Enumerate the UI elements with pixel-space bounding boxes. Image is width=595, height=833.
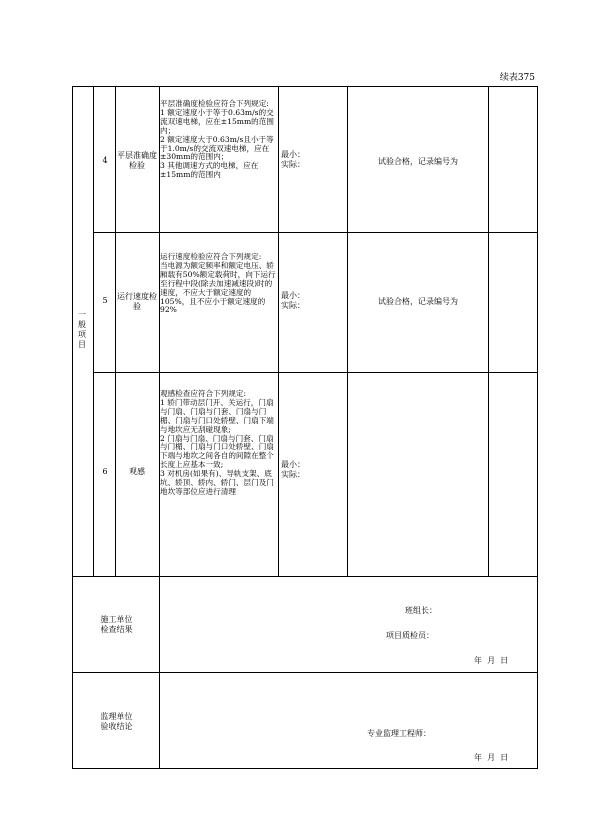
requirement-text: 观感检查应符合下列规定: 1 轿门带动层门开、关运行，门扇与门扇、门扇与门套、门扇与门楣、门扇与门口处轿壁、门扇下端与地坎应无刮碰现象; 2 门扇与门扇、门扇与门套、门扇与门楣、门扇与门口处轿壁、门扇下端与地坎之间各自的间隙在整个长度上应基本一致; 3 对机房(如果有)、导轨支架、底坑、轿顶、轿内、轿门、层门及门地坎等部位应进行清理 — [160, 389, 274, 496]
item-name: 平层准确度检验 — [117, 151, 157, 170]
requirement-text: 运行速度检验应符合下列规定: 当电源为额定频率和额定电压、轿厢载有50%额定载荷时，向下运行至行程中段(除去加速减速段)时的速度，不应大于额定速度的105%，且不应小于额定速度的92% — [160, 252, 276, 315]
inspection-table — [72, 86, 538, 769]
construction-label: 施工单位 检查结果 — [100, 615, 133, 634]
row-divider — [93, 232, 538, 233]
supervision-date: 年 月 日 — [474, 753, 509, 762]
supervising-engineer-label: 专业监理工程师： — [367, 729, 431, 738]
row-number: 5 — [102, 296, 108, 305]
quality-inspector-label: 项目质检员： — [386, 631, 434, 640]
col-divider — [93, 86, 94, 576]
col-divider — [488, 86, 489, 576]
item-name: 观感 — [129, 467, 145, 476]
row-divider — [72, 576, 538, 577]
row-divider — [72, 672, 538, 673]
row-divider — [93, 372, 538, 373]
row-number: 4 — [102, 156, 108, 165]
supervision-label: 监理单位 验收结论 — [100, 712, 133, 731]
requirement-text: 平层准确度检验应符合下列规定: 1 额定速度小于等于0.63m/s的交流双速电梯，应在±15mm的范围内； 2 额定速度大于0.63m/s且小于等于1.0m/s的交流双速电梯，应在±30mm的范围内； 3 其他调速方式的电梯，应在±15mm的范围内 — [160, 99, 274, 180]
construction-date: 年 月 日 — [474, 656, 509, 665]
row-number: 6 — [102, 467, 108, 476]
measure-label: 最小： 实际： — [281, 291, 305, 310]
col-divider — [278, 86, 279, 576]
item-name: 运行速度检验 — [117, 292, 157, 311]
result-text: 试验合格，记录编号为 — [378, 297, 458, 306]
result-text: 试验合格，记录编号为 — [378, 157, 458, 166]
category-label: 一般项目 — [78, 310, 86, 349]
continuation-label: 续表375 — [499, 73, 535, 83]
measure-label: 最小： 实际： — [281, 460, 305, 479]
measure-label: 最小： 实际： — [281, 150, 305, 169]
team-leader-label: 班组长： — [405, 606, 437, 615]
